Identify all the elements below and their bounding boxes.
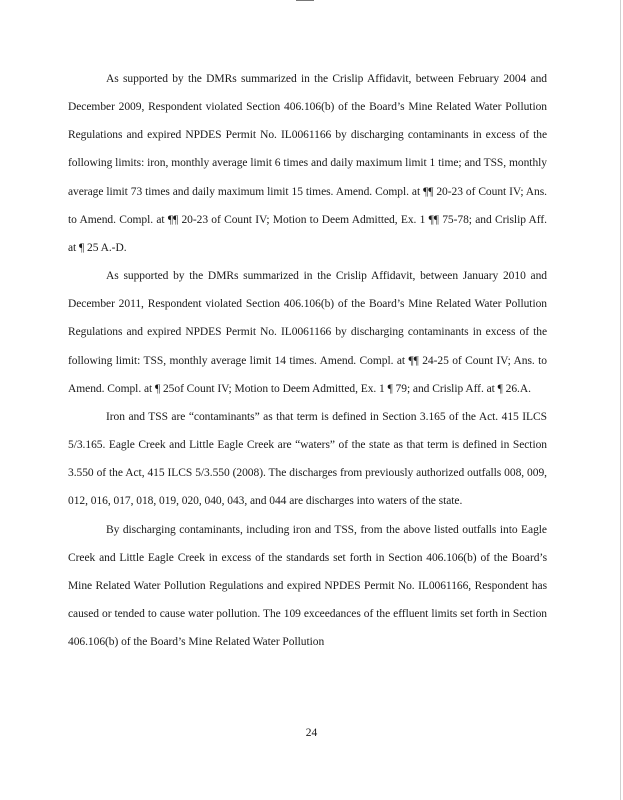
paragraph-3: Iron and TSS are “contaminants” as that term is defined in Section 3.165 of the Act. 415 ILCS 5/3.165. Eagle Creek and Little Eagle Creek are “waters” of the state as that term is defined in Section 3.550 of the Act, 415 ILCS 5/3.550 (2008). The discharges from previously authorized outfalls 008, 009, 012, 016, 017, 018, 019, 020, 040, 043, and 044 are discharges into waters of the state.	[68, 410, 547, 508]
body-text	[68, 65, 547, 656]
scan-mark	[296, 0, 314, 1]
paragraph-4: By discharging contaminants, including iron and TSS, from the above listed outfalls into Eagle Creek and Little Eagle Creek in excess of the standards set forth in Section 406.106(b) of the Board’s Mine Related Water Pollution Regulations and expired NPDES Permit No. IL0061166, Respondent has caused or tended to cause water pollution. The 109 exceedances of the effluent limits set forth in Section 406.106(b) of the Board’s Mine Related Water Pollution	[68, 523, 547, 649]
paragraph-1: As supported by the DMRs summarized in the Crislip Affidavit, between February 2004 and December 2009, Respondent violated Section 406.106(b) of the Board’s Mine Related Water Pollution Regulations and expired NPDES Permit No. IL0061166 by discharging contaminants in excess of the following limits: iron, monthly average limit 6 times and daily maximum limit 1 time; and TSS, monthly average limit 73 times and daily maximum limit 15 times. Amend. Compl. at ¶¶ 20-23 of Count IV; Ans. to Amend. Compl. at ¶¶ 20-23 of Count IV; Motion to Deem Admitted, Ex. 1 ¶¶ 75-78; and Crislip Aff. at ¶ 25 A.-D.	[68, 73, 547, 254]
paragraph-2: As supported by the DMRs summarized in the Crislip Affidavit, between January 2010 and December 2011, Respondent violated Section 406.106(b) of the Board’s Mine Related Water Pollution Regulations and expired NPDES Permit No. IL0061166 by discharging contaminants in excess of the following limit: TSS, monthly average limit 14 times. Amend. Compl. at ¶¶ 24-25 of Count IV; Ans. to Amend. Compl. at ¶ 25of Count IV; Motion to Deem Admitted, Ex. 1 ¶ 79; and Crislip Aff. at ¶ 26.A.	[68, 270, 547, 395]
page-edge	[620, 0, 621, 800]
page-number: 24	[305, 727, 318, 739]
